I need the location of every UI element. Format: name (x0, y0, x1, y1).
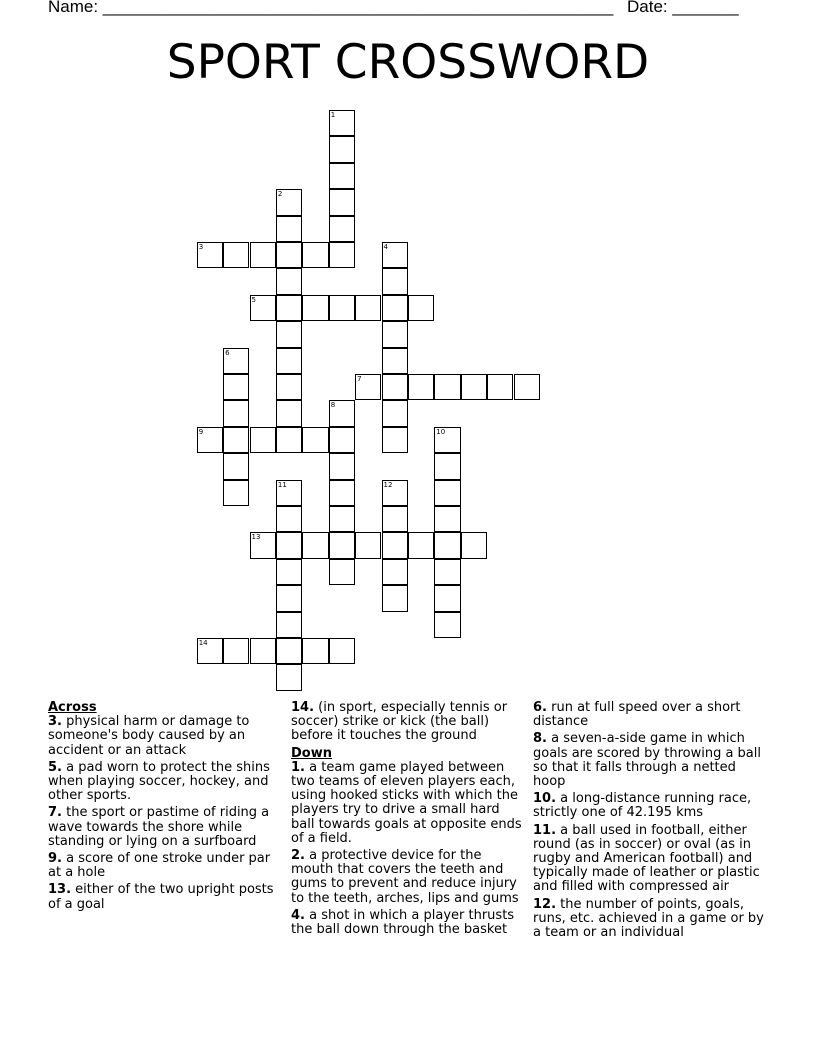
grid-cell[interactable] (197, 427, 223, 453)
grid-cell[interactable] (434, 559, 460, 585)
clue-across-14 (291, 701, 527, 744)
clue-text: a protective device for the mouth that covers the teeth and gums to prevent and reduce injury to the teeth, arches, lips and gums (291, 848, 519, 906)
grid-cell[interactable] (329, 638, 355, 664)
grid-cell[interactable] (223, 427, 249, 453)
grid-cell[interactable] (382, 374, 408, 400)
grid-cell[interactable] (408, 374, 434, 400)
grid-cell[interactable] (276, 348, 302, 374)
grid-cell[interactable] (461, 532, 487, 558)
date-field[interactable]: Date: _______ (627, 0, 739, 16)
clue-column-3 (533, 701, 769, 943)
grid-cell[interactable] (382, 427, 408, 453)
grid-cell[interactable] (355, 295, 381, 321)
clue-number-label: 8 (330, 401, 336, 410)
grid-cell[interactable] (487, 374, 513, 400)
grid-cell[interactable] (223, 348, 249, 374)
grid-cell[interactable] (329, 506, 355, 532)
grid-cell[interactable] (329, 427, 355, 453)
grid-cell[interactable] (434, 612, 460, 638)
clue-down-10 (533, 792, 769, 820)
grid-cell[interactable] (276, 295, 302, 321)
grid-cell[interactable] (355, 374, 381, 400)
clue-text: the sport or pastime of riding a wave towards the shore while standing or lying on a surfboard (48, 805, 270, 849)
grid-cell[interactable] (250, 242, 276, 268)
clue-number: 3. (48, 714, 62, 730)
across-heading: Across (48, 700, 97, 715)
grid-cell[interactable] (329, 216, 355, 242)
clue-number-label: 14 (198, 639, 208, 647)
clue-text: a score of one stroke under par at a hole (48, 851, 271, 881)
grid-cell[interactable] (250, 427, 276, 453)
clue-number-label: 11 (277, 480, 287, 489)
clue-number: 9. (48, 851, 62, 867)
clue-number-label: 10 (436, 427, 446, 436)
grid-cell[interactable] (382, 480, 408, 506)
grid-cell[interactable] (223, 638, 249, 664)
grid-cell[interactable] (329, 453, 355, 479)
grid-cell[interactable] (461, 374, 487, 400)
clue-number: 2. (291, 848, 305, 864)
grid-cell[interactable] (302, 532, 328, 558)
grid-cell[interactable] (329, 189, 355, 215)
clue-number-label: 4 (383, 243, 388, 251)
clue-text: a pad worn to protect the shins when playing soccer, hockey, and other sports. (48, 759, 270, 804)
grid-cell[interactable] (276, 374, 302, 400)
clue-number: 7. (48, 805, 62, 821)
grid-cell[interactable] (329, 110, 355, 136)
grid-cell[interactable] (223, 453, 249, 479)
grid-cell[interactable] (223, 400, 249, 426)
grid-cell[interactable] (329, 163, 355, 189)
grid-cell[interactable] (329, 559, 355, 585)
page-title: SPORT CROSSWORD (166, 35, 650, 90)
clue-text: the number of points, goals, runs, etc. achieved in a game or by a team or an individual (533, 896, 764, 941)
grid-cell[interactable] (382, 268, 408, 294)
grid-cell[interactable] (329, 400, 355, 426)
clue-across-13 (48, 883, 280, 911)
grid-cell[interactable] (434, 585, 460, 611)
clue-down-6 (533, 701, 769, 729)
grid-cell[interactable] (276, 585, 302, 611)
grid-cell[interactable] (276, 480, 302, 506)
grid-cell[interactable] (382, 559, 408, 585)
clue-text: a long-distance running race, strictly one of 42.195 kms (533, 791, 752, 821)
grid-cell[interactable] (276, 321, 302, 347)
clue-text: a shot in which a player thrusts the ball down through the basket (291, 907, 515, 938)
clue-number-label: 13 (251, 533, 261, 542)
grid-cell[interactable] (276, 242, 302, 268)
grid-cell[interactable] (276, 216, 302, 242)
grid-cell[interactable] (276, 559, 302, 585)
clue-number-label: 2 (277, 190, 283, 199)
grid-cell[interactable] (250, 295, 276, 321)
grid-cell[interactable] (302, 427, 328, 453)
grid-cell[interactable] (434, 532, 460, 558)
clue-number: 10. (533, 791, 557, 807)
grid-cell[interactable] (329, 532, 355, 558)
grid-cell[interactable] (250, 532, 276, 558)
clue-text: physical harm or damage to someone's body caused by an accident or an attack (48, 714, 250, 758)
grid-cell[interactable] (329, 295, 355, 321)
clue-across-7 (48, 806, 280, 849)
grid-cell[interactable] (514, 374, 540, 400)
clue-text: run at full speed over a short distance (533, 700, 741, 730)
clue-across-5 (48, 761, 280, 804)
grid-cell[interactable] (302, 242, 328, 268)
grid-cell[interactable] (276, 612, 302, 638)
clue-across-9 (48, 852, 280, 880)
grid-cell[interactable] (382, 348, 408, 374)
grid-cell[interactable] (355, 532, 381, 558)
grid-cell[interactable] (329, 136, 355, 162)
grid-cell[interactable] (382, 400, 408, 426)
clue-text: (in sport, especially tennis or soccer) strike or kick (the ball) before it touches the ground (291, 700, 508, 744)
grid-cell[interactable] (276, 427, 302, 453)
grid-cell[interactable] (329, 242, 355, 268)
clue-number: 1. (291, 759, 305, 775)
clue-number: 12. (533, 896, 557, 912)
grid-cell[interactable] (276, 664, 302, 690)
grid-cell[interactable] (434, 480, 460, 506)
grid-cell[interactable] (382, 321, 408, 347)
grid-cell[interactable] (329, 480, 355, 506)
grid-cell[interactable] (434, 506, 460, 532)
grid-cell[interactable] (382, 585, 408, 611)
grid-cell[interactable] (223, 480, 249, 506)
clue-number-label: 1 (330, 111, 336, 119)
grid-cell[interactable] (434, 427, 460, 453)
grid-cell[interactable] (302, 638, 328, 664)
grid-cell[interactable] (276, 532, 302, 558)
clue-down-4 (291, 909, 527, 937)
grid-cell[interactable] (276, 400, 302, 426)
down-heading: Down (291, 745, 332, 761)
clue-number-label: 5 (251, 295, 256, 304)
grid-cell[interactable] (197, 638, 223, 664)
clue-number: 5. (48, 759, 62, 775)
grid-cell[interactable] (197, 242, 223, 268)
grid-cell[interactable] (223, 374, 249, 400)
grid-cell[interactable] (302, 295, 328, 321)
clue-down-11 (533, 824, 769, 895)
clue-down-8 (533, 732, 769, 789)
clue-number-label: 6 (225, 348, 230, 357)
clue-down-2 (291, 849, 527, 906)
grid-cell[interactable] (223, 242, 249, 268)
clue-text: a team game played between two teams of eleven players each, using hooked sticks with which the players try to drive a small hard ball towards goals at opposite ends of a field. (291, 759, 522, 846)
grid-cell[interactable] (276, 506, 302, 532)
grid-cell[interactable] (408, 295, 434, 321)
clue-number: 14. (291, 700, 315, 715)
clue-down-1 (291, 761, 527, 846)
clue-number-label: 9 (198, 427, 204, 436)
clue-column-2 (291, 701, 527, 940)
grid-cell[interactable] (408, 532, 434, 558)
clue-number-label: 12 (383, 480, 393, 489)
grid-cell[interactable] (382, 506, 408, 532)
clue-column-1 (48, 701, 280, 915)
clue-text: a seven-a-side game in which goals are scored by throwing a ball so that it falls through a netted hoop (533, 731, 761, 790)
grid-cell[interactable] (250, 638, 276, 664)
grid-cell[interactable] (434, 453, 460, 479)
grid-cell[interactable] (276, 268, 302, 294)
grid-cell[interactable] (382, 242, 408, 268)
clue-number: 4. (291, 907, 305, 923)
grid-cell[interactable] (276, 638, 302, 664)
clue-number-label: 7 (357, 375, 362, 383)
clue-across-3 (48, 715, 280, 758)
clue-number: 6. (533, 700, 547, 715)
clue-text: a ball used in football, either round (as in soccer) or oval (as in rugby and American football) and typically made of leather or plastic and filled with compressed air (533, 822, 760, 895)
grid-cell[interactable] (276, 189, 302, 215)
grid-cell[interactable] (382, 295, 408, 321)
clue-down-12 (533, 898, 769, 941)
grid-cell[interactable] (382, 532, 408, 558)
clue-number-label: 3 (198, 243, 204, 251)
grid-cell[interactable] (434, 374, 460, 400)
clue-number: 11. (533, 822, 557, 838)
clue-text: either of the two upright posts of a goal (48, 882, 274, 912)
name-field[interactable]: Name: ______________________________________________________ (48, 0, 614, 16)
clue-number: 8. (533, 731, 547, 747)
clue-number: 13. (48, 882, 72, 898)
